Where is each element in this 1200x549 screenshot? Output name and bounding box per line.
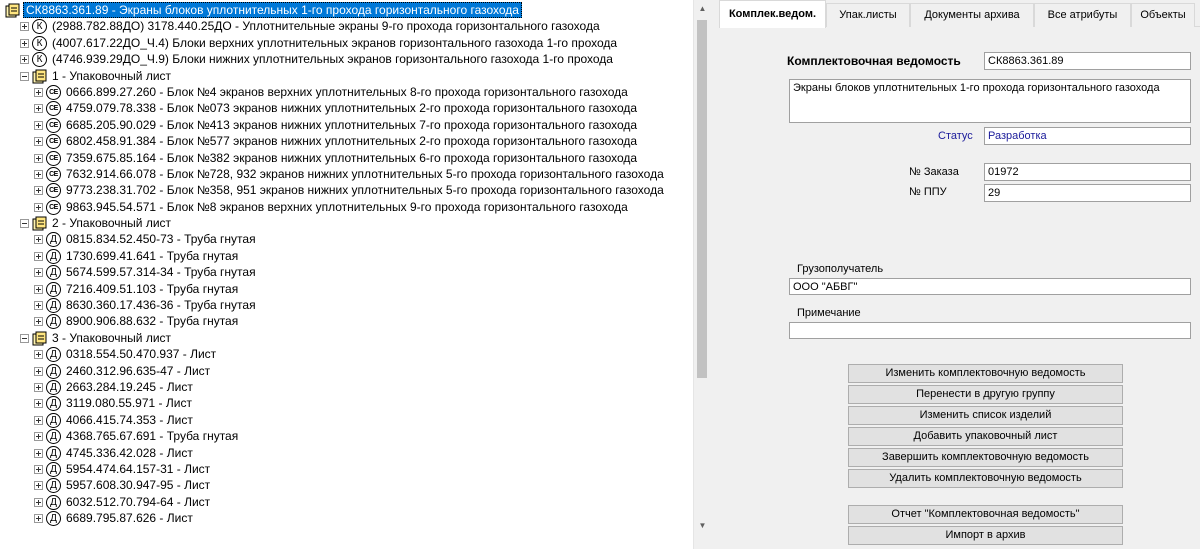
tree-row[interactable] (0, 182, 693, 198)
expand-icon[interactable] (34, 88, 43, 97)
tree-row[interactable] (0, 51, 693, 67)
report-button[interactable]: Отчет "Комплектовочная ведомость" (848, 505, 1123, 524)
expand-icon[interactable] (34, 137, 43, 146)
tree-row[interactable] (0, 461, 693, 477)
tree-row-label: 0318.554.50.470.937 - Лист (66, 347, 217, 362)
detail-d-icon: Д (46, 347, 61, 362)
expand-icon[interactable] (34, 121, 43, 130)
expand-icon[interactable] (34, 432, 43, 441)
tree-row[interactable] (0, 133, 693, 149)
tab-bar (719, 0, 1200, 27)
tree-row[interactable] (0, 166, 693, 182)
detail-d-icon: Д (46, 413, 61, 428)
tree-row-label: 5674.599.57.314-34 - Труба гнутая (66, 265, 256, 280)
expand-icon[interactable] (20, 55, 29, 64)
tree-row-label: 4759.079.78.338 - Блок №073 экранов нижних уплотнительных 2-го прохода горизонтального газохода (66, 101, 638, 116)
tree-row-label: 2 - Упаковочный лист (52, 216, 172, 231)
ppu-label: № ППУ (909, 186, 947, 198)
collapse-icon[interactable] (20, 72, 29, 81)
order-field[interactable]: 01972 (984, 163, 1191, 181)
tree-row[interactable] (0, 2, 693, 18)
tree-row[interactable] (0, 428, 693, 444)
tree-vertical-scrollbar[interactable] (693, 0, 710, 549)
tree-rows (0, 2, 693, 527)
expand-icon[interactable] (34, 465, 43, 474)
detail-d-icon: Д (46, 249, 61, 264)
tree-row-label: 1 - Упаковочный лист (52, 68, 172, 83)
tree-row-label: 1730.699.41.641 - Труба гнутая (66, 248, 239, 263)
tab-komplekt[interactable]: Комплек.ведом. (719, 0, 826, 28)
tree-row[interactable] (0, 395, 693, 411)
assembly-ce-icon: CE (46, 101, 61, 116)
komplekt-k-icon: К (32, 52, 47, 67)
tree-row[interactable] (0, 313, 693, 329)
detail-d-icon: Д (46, 282, 61, 297)
tree-row-label: 2663.284.19.245 - Лист (66, 379, 193, 394)
tree-row-label: 3119.080.55.971 - Лист (66, 396, 192, 411)
tree-row[interactable] (0, 412, 693, 428)
consignee-field[interactable]: ООО "АБВГ" (789, 278, 1191, 295)
tree-row-label: 5957.608.30.947-95 - Лист (66, 478, 211, 493)
tree-row-label: 7632.914.66.078 - Блок №728, 932 экранов нижних уплотнительных 5-го прохода горизонтального газохода (66, 166, 664, 181)
scrollbar-thumb[interactable] (697, 20, 707, 378)
detail-d-icon: Д (46, 511, 61, 526)
tree-row[interactable] (0, 100, 693, 116)
status-field[interactable]: Разработка (984, 127, 1191, 145)
detail-d-icon: Д (46, 446, 61, 461)
detail-d-icon: Д (46, 462, 61, 477)
detail-d-icon: Д (46, 364, 61, 379)
tree-row-label: (4007.617.22ДО_Ч.4) Блоки верхних уплотнительных экранов горизонтального газохода 1-го прохода (52, 35, 618, 50)
detail-d-icon: Д (46, 429, 61, 444)
title-field[interactable]: СК8863.361.89 (984, 52, 1191, 70)
move-group-button[interactable]: Перенести в другую группу (848, 385, 1123, 404)
note-field[interactable] (789, 322, 1191, 339)
tree-row[interactable] (0, 379, 693, 395)
tree-row[interactable] (0, 494, 693, 510)
tree-row-label: 4368.765.67.691 - Труба гнутая (66, 429, 239, 444)
order-label: № Заказа (909, 166, 959, 178)
pack-list-icon (32, 216, 47, 231)
tree-row-label: 3 - Упаковочный лист (52, 330, 172, 345)
expand-icon[interactable] (34, 104, 43, 113)
status-label: Статус (938, 130, 973, 142)
tree-row[interactable] (0, 199, 693, 215)
tree-row-label: 4745.336.42.028 - Лист (66, 445, 193, 460)
detail-d-icon: Д (46, 232, 61, 247)
tree-row[interactable] (0, 445, 693, 461)
tree-row-label: 5954.474.64.157-31 - Лист (66, 461, 211, 476)
tree-row-label: СК8863.361.89 - Экраны блоков уплотнительных 1-го прохода горизонтального газохода (23, 2, 522, 18)
assembly-ce-icon: CE (46, 134, 61, 149)
tree-row-label: 6685.205.90.029 - Блок №413 экранов нижних уплотнительных 7-го прохода горизонтального газохода (66, 117, 638, 132)
tree-row[interactable] (0, 231, 693, 247)
tree-row[interactable] (0, 35, 693, 51)
expand-icon[interactable] (34, 301, 43, 310)
tab-all-attributes[interactable]: Все атрибуты (1034, 3, 1131, 27)
assembly-ce-icon: CE (46, 183, 61, 198)
expand-icon[interactable] (34, 170, 43, 179)
detail-d-icon: Д (46, 380, 61, 395)
tree-row-label: 0666.899.27.260 - Блок №4 экранов верхних уплотнительных 8-го прохода горизонтального газохода (66, 84, 628, 99)
tree-row[interactable] (0, 363, 693, 379)
collapse-icon[interactable] (20, 219, 29, 228)
pack-list-icon (32, 69, 47, 84)
assembly-ce-icon: CE (46, 167, 61, 182)
tree-row[interactable] (0, 18, 693, 34)
tree-row[interactable] (0, 297, 693, 313)
details-panel (719, 0, 1200, 549)
expand-icon[interactable] (34, 498, 43, 507)
expand-icon[interactable] (34, 235, 43, 244)
finish-komplekt-button[interactable]: Завершить комплектовочную ведомость (848, 448, 1123, 467)
delete-komplekt-button[interactable]: Удалить комплектовочную ведомость (848, 469, 1123, 488)
tree-row-label: 8900.906.88.632 - Труба гнутая (66, 314, 239, 329)
import-archive-button[interactable]: Импорт в архив (848, 526, 1123, 545)
expand-icon[interactable] (34, 416, 43, 425)
note-label: Примечание (797, 307, 861, 319)
assembly-ce-icon: CE (46, 85, 61, 100)
tree-row-label: 4066.415.74.353 - Лист (66, 412, 193, 427)
add-pack-list-button[interactable]: Добавить упаковочный лист (848, 427, 1123, 446)
tab-pack-lists[interactable]: Упак.листы (826, 3, 910, 27)
komplekt-k-icon: К (32, 19, 47, 34)
pack-list-icon (5, 3, 20, 18)
tree-row-label: 6032.512.70.794-64 - Лист (66, 494, 211, 509)
change-items-button[interactable]: Изменить список изделий (848, 406, 1123, 425)
tree-row[interactable] (0, 84, 693, 100)
tree-row[interactable] (0, 248, 693, 264)
expand-icon[interactable] (34, 367, 43, 376)
tree-row[interactable] (0, 117, 693, 133)
expand-icon[interactable] (34, 350, 43, 359)
detail-d-icon: Д (46, 298, 61, 313)
detail-d-icon: Д (46, 265, 61, 280)
collapse-icon[interactable] (20, 334, 29, 343)
tree-row-label: 6802.458.91.384 - Блок №577 экранов нижних уплотнительных 2-го прохода горизонтального газохода (66, 134, 638, 149)
expand-icon[interactable] (34, 154, 43, 163)
arrow-down-icon[interactable]: ▼ (698, 521, 707, 530)
tree-row[interactable] (0, 281, 693, 297)
tree-row-label: 8630.360.17.436-36 - Труба гнутая (66, 298, 256, 313)
expand-icon[interactable] (34, 317, 43, 326)
tree-row[interactable] (0, 346, 693, 362)
assembly-ce-icon: CE (46, 200, 61, 215)
tree-row-label: 7359.675.85.164 - Блок №382 экранов нижних уплотнительных 6-го прохода горизонтального газохода (66, 150, 638, 165)
tab-page-komplekt (719, 27, 1200, 549)
tab-objects[interactable]: Объекты (1131, 3, 1195, 27)
tree-row[interactable] (0, 68, 693, 84)
expand-icon[interactable] (34, 514, 43, 523)
detail-d-icon: Д (46, 478, 61, 493)
assembly-ce-icon: CE (46, 151, 61, 166)
expand-icon[interactable] (34, 252, 43, 261)
expand-icon[interactable] (34, 285, 43, 294)
description-field[interactable]: Экраны блоков уплотнительных 1-го прохода горизонтального газохода (789, 79, 1191, 123)
tree-row[interactable] (0, 150, 693, 166)
arrow-up-icon[interactable]: ▲ (698, 4, 707, 13)
pack-list-icon (32, 331, 47, 346)
tree-row[interactable] (0, 215, 693, 231)
expand-icon[interactable] (34, 383, 43, 392)
tree-row-label: 2460.312.96.635-47 - Лист (66, 363, 211, 378)
tree-row-label: (2988.782.88ДО) 3178.440.25ДО - Уплотнительные экраны 9-го прохода горизонтального газохода (52, 19, 600, 34)
expand-icon[interactable] (34, 268, 43, 277)
assembly-ce-icon: CE (46, 118, 61, 133)
expand-icon[interactable] (34, 399, 43, 408)
consignee-label: Грузополучатель (797, 263, 884, 275)
edit-komplekt-button[interactable]: Изменить комплектовочную ведомость (848, 364, 1123, 383)
title-label: Комплектовочная ведомость (787, 54, 961, 68)
tree-row-label: 9773.238.31.702 - Блок №358, 951 экранов нижних уплотнительных 5-го прохода горизонтального газохода (66, 183, 664, 198)
tree-row-label: 0815.834.52.450-73 - Труба гнутая (66, 232, 256, 247)
tree-row[interactable] (0, 330, 693, 346)
tree-row[interactable] (0, 264, 693, 280)
tree-row[interactable] (0, 510, 693, 526)
tab-archive-docs[interactable]: Документы архива (910, 3, 1034, 27)
tree-row-label: (4746.939.29ДО_Ч.9) Блоки нижних уплотнительных экранов горизонтального газохода 1-го прохода (52, 52, 613, 67)
expand-icon[interactable] (34, 203, 43, 212)
tree-row-label: 6689.795.87.626 - Лист (66, 511, 193, 526)
tree-row-label: 9863.945.54.571 - Блок №8 экранов верхних уплотнительных 9-го прохода горизонтального газохода (66, 199, 628, 214)
tree-row-label: 7216.409.51.103 - Труба гнутая (66, 281, 239, 296)
detail-d-icon: Д (46, 396, 61, 411)
tree-row[interactable] (0, 477, 693, 493)
expand-icon[interactable] (34, 186, 43, 195)
ppu-field[interactable]: 29 (984, 184, 1191, 202)
detail-d-icon: Д (46, 314, 61, 329)
expand-icon[interactable] (20, 39, 29, 48)
detail-d-icon: Д (46, 495, 61, 510)
komplekt-k-icon: К (32, 36, 47, 51)
expand-icon[interactable] (34, 481, 43, 490)
expand-icon[interactable] (20, 22, 29, 31)
expand-icon[interactable] (34, 449, 43, 458)
